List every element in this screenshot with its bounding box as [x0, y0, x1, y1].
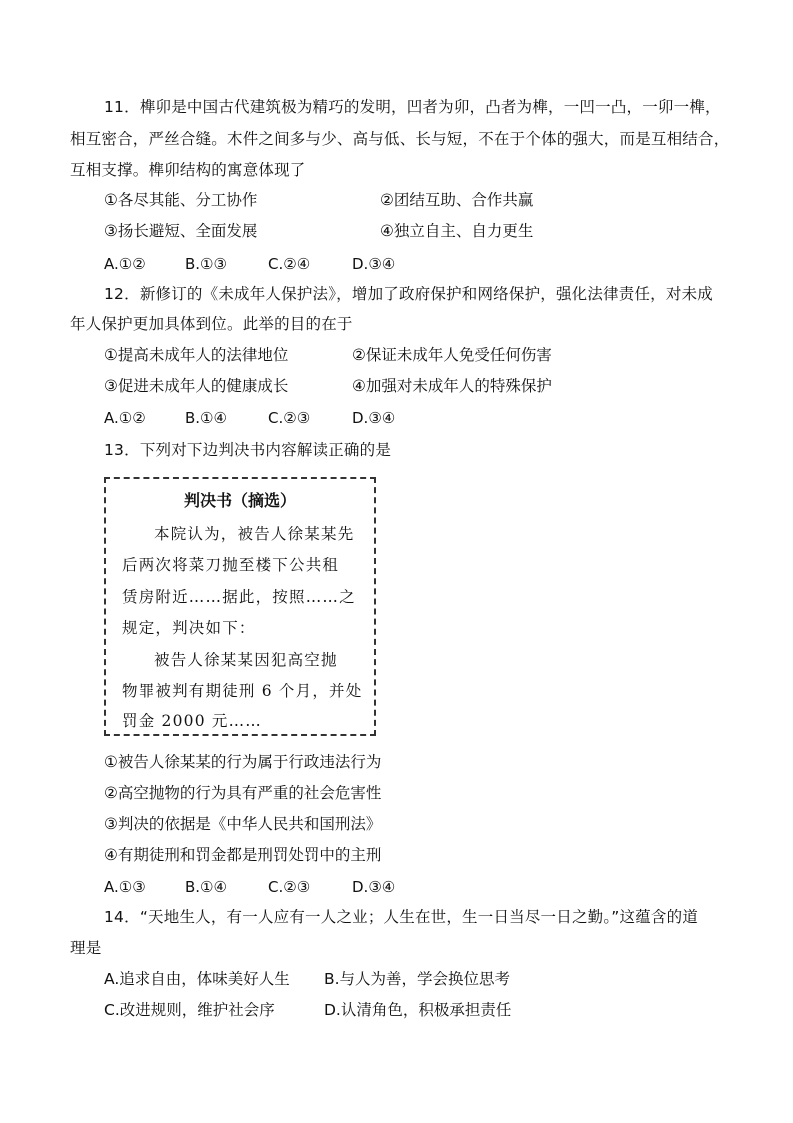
q13-option-3: ③判决的依据是《中华人民共和国刑法》 — [104, 815, 382, 833]
q11-option-4: ④独立自主、自力更生 — [380, 222, 534, 240]
q12-option-2: ②保证未成年人免受任何伤害 — [352, 346, 552, 364]
q12-answer-d: D.③④ — [352, 409, 396, 427]
judgment-line-7: 罚金 2000 元…… — [122, 712, 263, 730]
q12-option-4: ④加强对未成年人的特殊保护 — [352, 377, 552, 395]
q13-answer-d: D.③④ — [352, 878, 396, 896]
judgment-line-1: 本院认为，被告人徐某某先 — [154, 525, 355, 543]
q13-stem: 13．下列对下边判决书内容解读正确的是 — [104, 441, 392, 459]
q13-answer-b: B.①④ — [185, 878, 227, 896]
q13-option-4: ④有期徒刑和罚金都是刑罚处罚中的主刑 — [104, 846, 382, 864]
judgment-title: 判决书（摘选） — [183, 491, 296, 510]
q13-option-1: ①被告人徐某某的行为属于行政违法行为 — [104, 753, 382, 771]
q11-stem-line3: 互相支撑。榫卯结构的寓意体现了 — [70, 161, 306, 179]
q11-option-1: ①各尽其能、分工协作 — [104, 191, 258, 209]
judgment-line-5: 被告人徐某某因犯高空抛 — [154, 651, 338, 669]
q14-option-a: A.追求自由，体味美好人生 — [104, 970, 290, 988]
q11-option-2: ②团结互助、合作共赢 — [380, 191, 534, 209]
q14-stem-line2: 理是 — [70, 939, 102, 957]
q11-option-3: ③扬长避短、全面发展 — [104, 222, 258, 240]
q11-stem-line2: 相互密合，严丝合缝。木件之间多与少、高与低、长与短，不在于个体的强大，而是互相结合， — [70, 130, 730, 148]
judgment-line-6: 物罪被判有期徒刑 6 个月，并处 — [122, 682, 363, 700]
q12-stem-line2: 年人保护更加具体到位。此举的目的在于 — [70, 315, 353, 333]
q11-answer-d: D.③④ — [352, 255, 396, 273]
q11-answer-c: C.②④ — [268, 255, 311, 273]
q11-stem-line1: 11．榫卯是中国古代建筑极为精巧的发明，凹者为卯，凸者为榫，一凹一凸，一卯一榫， — [104, 98, 721, 116]
q13-answer-a: A.①③ — [104, 878, 146, 896]
judgment-line-3: 赁房附近……据此，按照……之 — [122, 588, 356, 606]
q11-answer-b: B.①③ — [185, 255, 227, 273]
q11-answer-a: A.①② — [104, 255, 146, 273]
q12-answer-a: A.①② — [104, 409, 146, 427]
q14-option-d: D.认清角色，积极承担责任 — [324, 1001, 512, 1019]
q14-stem-line1: 14．“天地生人，有一人应有一人之业；人生在世，生一日当尽一日之勤。”这蕴含的道 — [104, 908, 699, 926]
judgment-excerpt-box — [104, 477, 376, 736]
q12-answer-c: C.②③ — [268, 409, 311, 427]
judgment-line-4: 规定，判决如下： — [122, 619, 256, 637]
q13-option-2: ②高空抛物的行为具有严重的社会危害性 — [104, 784, 382, 802]
q14-option-b: B.与人为善，学会换位思考 — [324, 970, 511, 988]
q12-stem-line1: 12．新修订的《未成年人保护法》，增加了政府保护和网络保护，强化法律责任，对未成 — [104, 285, 713, 303]
q13-answer-c: C.②③ — [268, 878, 311, 896]
q12-answer-b: B.①④ — [185, 409, 227, 427]
q12-option-1: ①提高未成年人的法律地位 — [104, 346, 289, 364]
q14-option-c: C.改进规则，维护社会序 — [104, 1001, 275, 1019]
judgment-line-2: 后两次将菜刀抛至楼下公共租 — [122, 556, 340, 574]
q12-option-3: ③促进未成年人的健康成长 — [104, 377, 289, 395]
